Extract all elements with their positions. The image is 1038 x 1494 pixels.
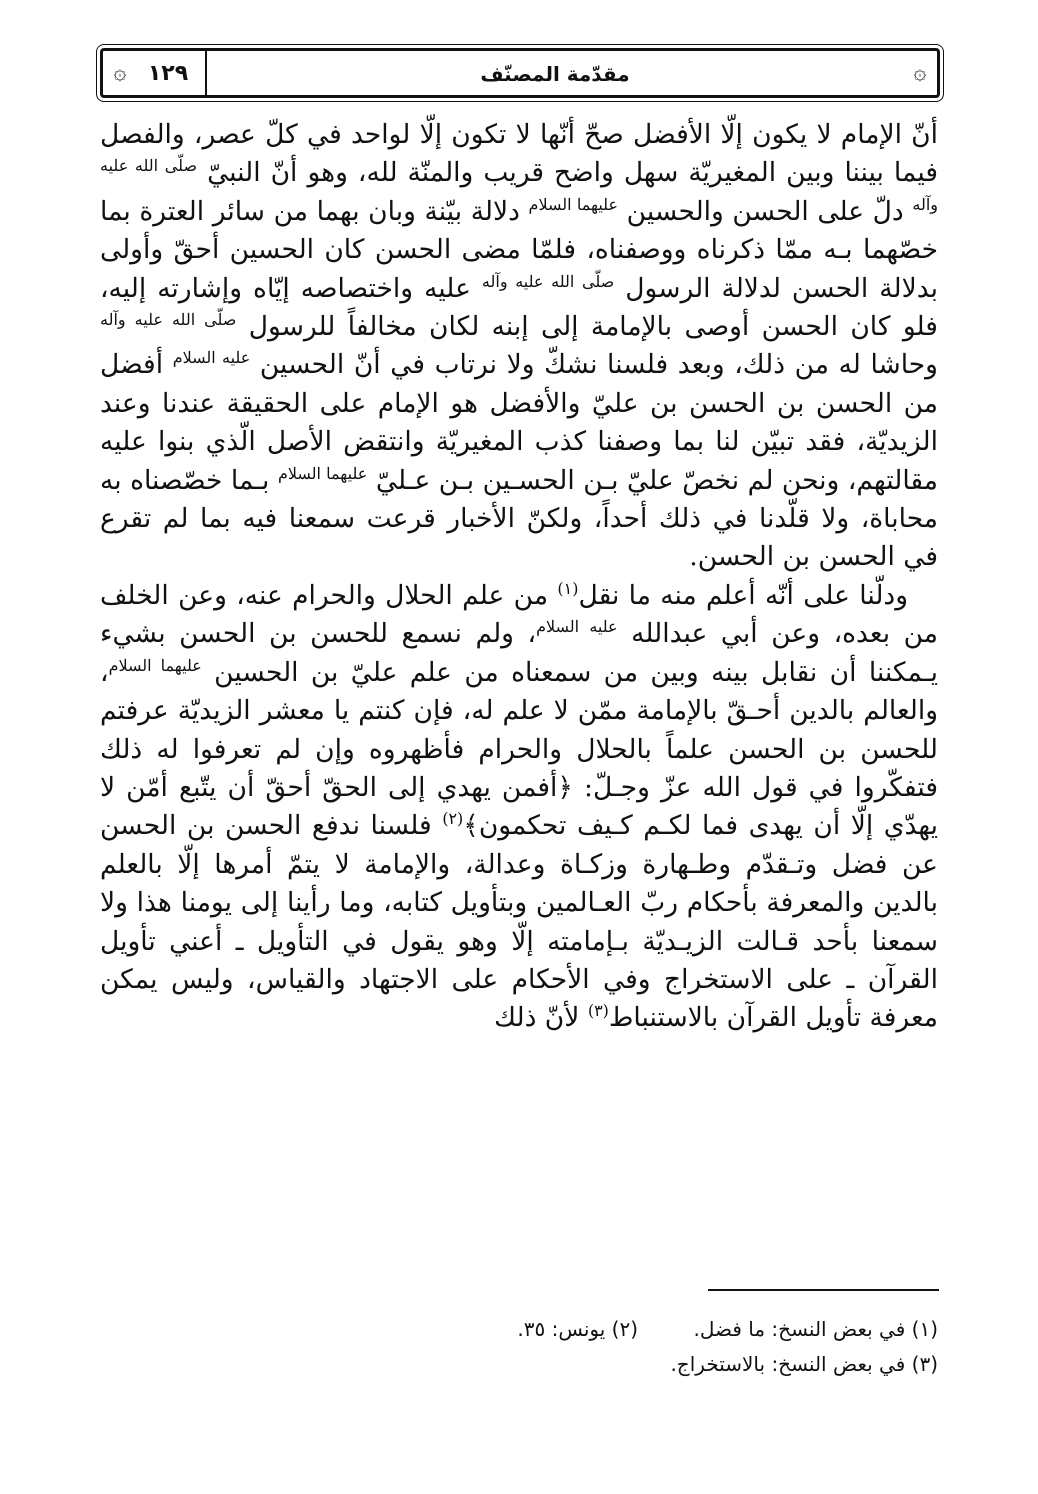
text-run: وحاشا له من ذلك، وبعد فلسنا نشكّ ولا نرتاب في أنّ الحسين <box>259 349 938 381</box>
paragraph-2 <box>100 577 938 1038</box>
paragraph-1 <box>100 116 938 577</box>
text-run: أفضل من الحسن بن الحسن بن عليّ والأفضل هو الإمام على الحقيقة عندنا وعند الزيديّة، فقد تبيّن لنا بما وصفنا كذب المغيريّة وانتقض الأصل الّذي بنوا عليه مقالتهم، ونحن لم نخصّ عليّ بـن الحسـين بـن عـليّ <box>100 349 938 496</box>
text-run: ، ولم نسمع للحسن بن الحسن بشيء يـمكننا أن نقابل بينه وبين من سمعناه من علم عليّ بن الحسين <box>100 618 938 688</box>
footnote-separator <box>708 1289 939 1291</box>
honorific-pbut: عليهما السلام <box>528 194 619 214</box>
honorific-pbut: عليهما السلام <box>108 655 202 675</box>
honorific-prophet: صلّى الله عليه وآله <box>100 156 938 214</box>
honorific-prophet: صلّى الله عليه وآله <box>481 271 615 291</box>
footnote-1: (١) في بعض النسخ: ما فضل. <box>693 1317 938 1341</box>
footnotes <box>100 1312 938 1382</box>
text-run: عليه واختصاصه إيّاه وإشارته إليه، فلو كان الحسن أوصى بالإمامة إلى إبنه لكان مخالفاً للرسول <box>100 272 938 343</box>
text-run: فلسنا ندفع الحسن بن الحسن عن فضل وتـقدّم وطـهارة وزكـاة وعدالة، والإمامة لا يتمّ أمرها إلّا بالعلم بالدين والمعرفة بأحكام ربّ العـالمين وبتأويل كتابه، وما رأينا إلى يومنا هذا ولا سمعنا بأحد قـالت الزيـديّة بـإمامته إلّا وهو يقول في التأويل ـ أعني تأويل القرآن ـ على الاستخراج وفي الأحكام على الاجتهاد والقياس، وليس يمكن معرفة تأويل القرآن بالاستنباط <box>100 810 938 1034</box>
text-run: ، والعالم بالدين أحـقّ بالإمامة ممّن لا علم له، فإن كنتم يا معشر الزيديّة عرفتم للحسن بن الحسن علماً بالحلال والحرام فأظهروه وإن لم تعرفوا له ذلك فتفكّروا في قول الله عزّ وجـلّ: <box>100 656 938 803</box>
main-text <box>100 116 938 1038</box>
footnote-row <box>100 1347 938 1382</box>
honorific-pbuh: عليه السلام <box>536 617 618 637</box>
text-run: دلالة بيّنة وبان بهما من سائر العترة بما خصّهما بـه ممّا ذكرناه ووصفناه، فلمّا مضى الحسن كان الحسين أحقّ وأولى بدلالة الحسن لدلالة الرسول <box>100 195 938 304</box>
page-header-frame <box>100 48 940 98</box>
section-title: مقدّمة المصنّف <box>480 62 630 86</box>
honorific-pbut: عليهما السلام <box>277 463 368 483</box>
footnote-ref-2[interactable]: (٢) <box>442 809 464 829</box>
footnote-2: (٢) يونس: ٣٥. <box>517 1317 638 1341</box>
footnote-row <box>100 1312 938 1347</box>
page-number: ١٢٩ <box>147 61 189 86</box>
text-run: أنّ الإمام لا يكون إلّا الأفضل صحّ أنّها لا تكون إلّا لواحد في كلّ عصر، والفصل فيما بيننا وبين المغيريّة سهل واضح قريب والمنّة لله، وهو أنّ النبيّ <box>100 119 938 189</box>
footnote-3: (٣) في بعض النسخ: بالاستخراج. <box>670 1352 938 1376</box>
ornament-right-icon: ۞ <box>913 60 927 85</box>
header-divider <box>205 51 207 95</box>
honorific-pbuh: عليه السلام <box>172 348 251 368</box>
footnote-ref-1[interactable]: (١) <box>557 579 579 599</box>
honorific-prophet: صلّى الله عليه وآله <box>100 310 237 330</box>
text-run: ودلّنا على أنّه أعلم منه ما نقل <box>578 579 908 611</box>
ornament-left-icon: ۞ <box>113 60 127 85</box>
text-run: بـما خصّصناه به محاباة، ولا قلّدنا في ذلك أحداً، ولكنّ الأخبار قرعت سمعنا فيه بما لم تقرع في الحسن بن الحسن. <box>100 464 938 573</box>
text-run: من علم الحلال والحرام عنه، وعن الخلف من بعده، وعن أبي عبدالله <box>100 579 938 650</box>
text-run: دلّ على الحسن والحسين <box>626 195 904 227</box>
footnote-ref-3[interactable]: (٣) <box>587 1001 609 1021</box>
quran-quote: ﴿أفمن يهدي إلى الحقّ أحقّ أن يتّبع أمّن لا يهدّي إلّا أن يهدى فما لكـم كـيف تحكمون﴾ <box>100 771 938 842</box>
text-run: لأنّ ذلك <box>494 1002 580 1034</box>
